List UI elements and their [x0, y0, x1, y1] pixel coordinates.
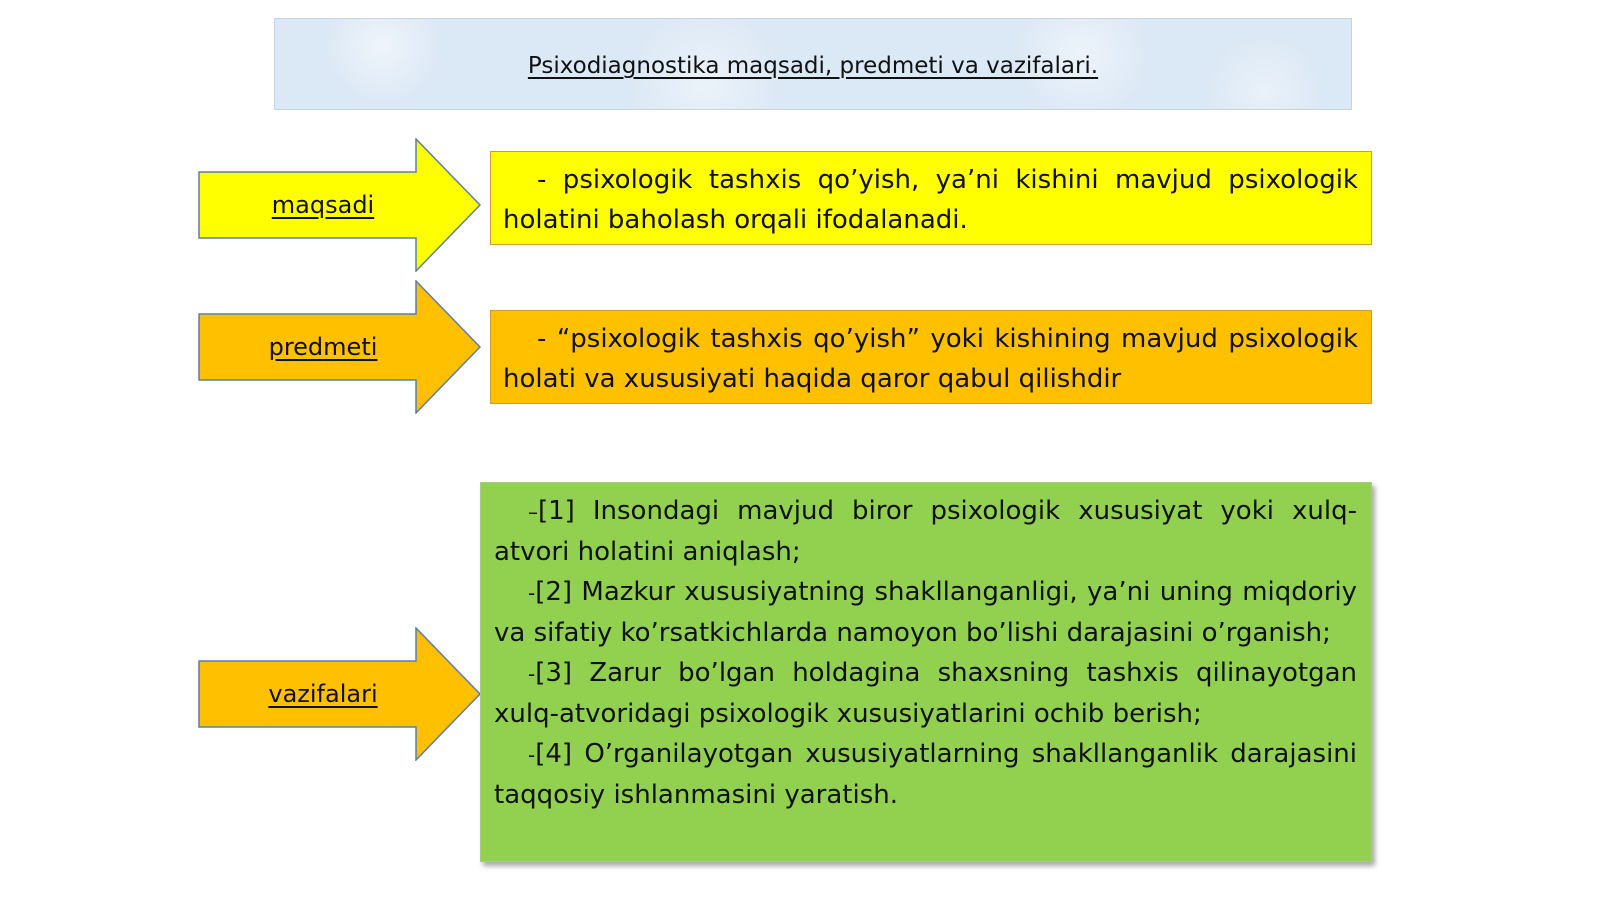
maqsadi-description [490, 151, 1372, 245]
task-item-3 [494, 653, 1357, 734]
task-item-2 [494, 572, 1357, 653]
label-maqsadi: maqsadi [271, 191, 375, 219]
predmeti-description [490, 310, 1372, 404]
arrow-vazifalari [198, 627, 482, 761]
task-1-marker: – [528, 500, 538, 524]
vazifalari-description [480, 482, 1372, 862]
title-banner [274, 18, 1352, 110]
maqsadi-text: - psixologik tashxis qo’yish, ya’ni kishini mavjud psixologik holatini baholash orqali ifodalanadi. [503, 165, 1358, 235]
slide-title: Psixodiagnostika maqsadi, predmeti va vazifalari. [527, 53, 1099, 79]
task-3-marker: - [528, 662, 536, 686]
arrow-maqsadi [198, 138, 482, 272]
task-item-4 [494, 734, 1357, 815]
label-vazifalari: vazifalari [268, 680, 378, 708]
arrow-predmeti [198, 280, 482, 414]
task-2-text: [2] Mazkur xususiyatning shakllanganligi, ya’ni uning miqdoriy va sifatiy ko’rsatkichlarda namoyon bo’lishi darajasini o’rganish; [494, 577, 1357, 648]
label-predmeti: predmeti [268, 333, 378, 361]
task-4-text: [4] O’rganilayotgan xususiyatlarning shakllanganlik darajasini taqqosiy ishlanmasini yaratish. [494, 739, 1357, 810]
task-3-text: [3] Zarur bo’lgan holdagina shaxsning tashxis qilinayotgan xulq-atvoridagi psixologik xususiyatlarini ochib berish; [494, 658, 1357, 729]
task-4-marker: - [528, 743, 536, 767]
predmeti-text: - “psixologik tashxis qo’yish” yoki kishining mavjud psixologik holati va xususiyati haqida qaror qabul qilishdir [503, 324, 1358, 394]
task-item-1 [494, 491, 1357, 572]
task-2-marker: - [528, 581, 536, 605]
task-1-text: [1] Insondagi mavjud biror psixologik xususiyat yoki xulq-atvori holatini aniqlash; [494, 496, 1357, 567]
